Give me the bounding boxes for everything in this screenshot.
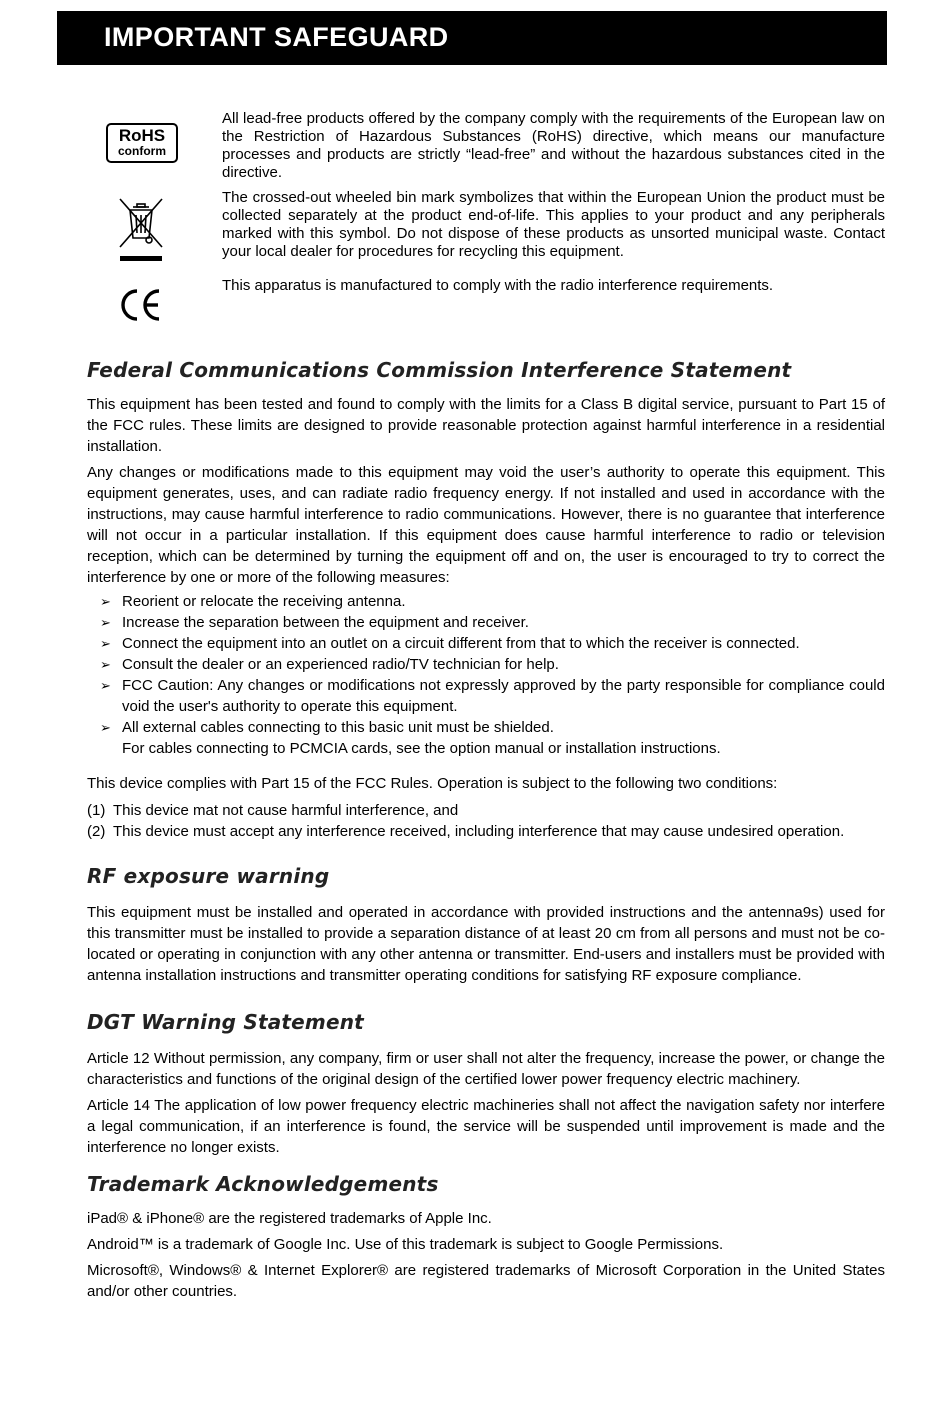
dgt-paragraph-2: Article 14 The application of low power frequency electric machineries shall not affect the navigation safety nor interfere a legal communication, if an interference is found, the service will be suspended until improvement is made and the interference no longer exists. bbox=[87, 1097, 885, 1156]
list-item-text: FCC Caution: Any changes or modifications not expressly approved by the party responsible for compliance could void the user's authority to operate this equipment. bbox=[122, 677, 885, 715]
crossed-out-wheeled-bin-icon bbox=[116, 195, 166, 265]
list-item bbox=[87, 675, 885, 717]
trademark-paragraph-3: Microsoft®, Windows® & Internet Explorer® are registered trademarks of Microsoft Corporation in the United States and/or other countries. bbox=[87, 1262, 885, 1300]
fcc-paragraph-3: This device complies with Part 15 of the FCC Rules. Operation is subject to the following two conditions: bbox=[87, 775, 778, 792]
list-item bbox=[87, 717, 885, 759]
list-item-text: Increase the separation between the equipment and receiver. bbox=[122, 614, 529, 631]
condition-number: (2) bbox=[87, 823, 106, 840]
list-item-text: Connect the equipment into an outlet on a circuit different from that to which the receiver is connected. bbox=[122, 635, 800, 652]
list-item-text: All external cables connecting to this basic unit must be shielded. bbox=[122, 719, 554, 736]
header-banner bbox=[57, 11, 887, 65]
dgt-paragraph-1: Article 12 Without permission, any company, firm or user shall not alter the frequency, increase the power, or change the characteristics and functions of the original design of the certified lower power frequency electric machinery. bbox=[87, 1050, 885, 1088]
weee-paragraph: The crossed-out wheeled bin mark symbolizes that within the European Union the product must be collected separately at the product end-of-life. This applies to your product and any peripherals marked with this symbol. Do not dispose of these products as unsorted municipal waste. Contact your local dealer for procedures for recycling this equipment. bbox=[222, 189, 885, 260]
condition-item bbox=[87, 800, 885, 821]
fcc-heading: Federal Communications Commission Interference Statement bbox=[87, 358, 792, 382]
rf-paragraph: This equipment must be installed and operated in accordance with provided instructions and the antenna9s) used for this transmitter must be installed to provide a separation distance of at least 20 cm from all persons and must not be co-located or operating in conjunction with any other antenna or transmitter. End-users and installers must be provided with antenna installation instructions and transmitter operating conditions for satisfying RF exposure compliance. bbox=[87, 904, 885, 984]
arrow-bullet-icon: ➢ bbox=[100, 678, 111, 693]
arrow-bullet-icon: ➢ bbox=[100, 720, 111, 735]
trademark-heading: Trademark Acknowledgements bbox=[87, 1172, 439, 1196]
page-title: IMPORTANT SAFEGUARD bbox=[104, 22, 449, 52]
rohs-logo-subtext: conform bbox=[118, 144, 166, 158]
fcc-paragraph-2: Any changes or modifications made to this equipment may void the user’s authority to operate this equipment. This equipment generates, uses, and can radiate radio frequency energy. If not installed and used in accordance with the instructions, may cause harmful interference to radio communications. However, there is no guarantee that interference will not occur in a particular installation. If this equipment does cause harmful interference to radio or television reception, which can be determined by turning the equipment off and on, the user is encouraged to try to correct the interference by one or more of the following measures: bbox=[87, 464, 885, 586]
arrow-bullet-icon: ➢ bbox=[100, 636, 111, 651]
ce-paragraph: This apparatus is manufactured to comply with the radio interference requirements. bbox=[222, 277, 774, 294]
trademark-paragraph-2: Android™ is a trademark of Google Inc. Use of this trademark is subject to Google Permissions. bbox=[87, 1236, 724, 1253]
list-item-text: Consult the dealer or an experienced radio/TV technician for help. bbox=[122, 656, 559, 673]
ce-mark-icon bbox=[118, 285, 162, 325]
rohs-logo-text: RoHS bbox=[118, 126, 166, 145]
list-item bbox=[87, 591, 885, 612]
list-item-text: Reorient or relocate the receiving antenna. bbox=[122, 593, 406, 610]
arrow-bullet-icon: ➢ bbox=[100, 657, 111, 672]
rohs-paragraph: All lead-free products offered by the company comply with the requirements of the European law on the Restriction of Hazardous Substances (RoHS) directive, which means our manufacture processes and products are strictly “lead-free” and without the hazardous substances cited in the directive. bbox=[222, 110, 885, 181]
trademark-paragraph-1: iPad® & iPhone® are the registered trademarks of Apple Inc. bbox=[87, 1210, 492, 1227]
rohs-conform-logo bbox=[106, 123, 178, 163]
condition-item bbox=[87, 821, 885, 842]
dgt-heading: DGT Warning Statement bbox=[87, 1010, 364, 1034]
condition-number: (1) bbox=[87, 802, 106, 819]
main-content bbox=[87, 356, 885, 1302]
rf-heading: RF exposure warning bbox=[87, 864, 330, 888]
condition-text: This device mat not cause harmful interference, and bbox=[113, 802, 459, 819]
arrow-bullet-icon: ➢ bbox=[100, 615, 111, 630]
condition-text: This device must accept any interference received, including interference that may cause undesired operation. bbox=[113, 823, 845, 840]
fcc-measures-list bbox=[87, 591, 885, 759]
arrow-bullet-icon: ➢ bbox=[100, 594, 111, 609]
list-item bbox=[87, 633, 885, 654]
list-item bbox=[87, 654, 885, 675]
list-item-subtext: For cables connecting to PCMCIA cards, see the option manual or installation instructions. bbox=[122, 740, 721, 757]
intro-section bbox=[222, 110, 885, 295]
fcc-paragraph-1: This equipment has been tested and found to comply with the limits for a Class B digital service, pursuant to Part 15 of the FCC rules. These limits are designed to provide reasonable protection against harmful interference in a residential installation. bbox=[87, 396, 885, 455]
list-item bbox=[87, 612, 885, 633]
